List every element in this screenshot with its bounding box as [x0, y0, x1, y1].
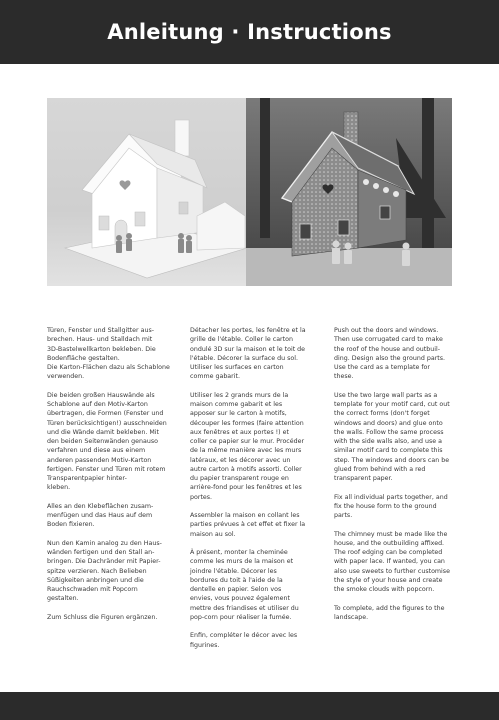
paragraph: Zum Schluss die Figuren ergänzen.: [47, 613, 158, 621]
paragraph: Push out the doors and windows. Then use corrugated card to make the roof of the house and outbuil- ding. Design also the ground parts. Use the card as a template for these.: [334, 327, 446, 381]
page-header: [0, 0, 499, 64]
paragraph: Utiliser les 2 grands murs de la maison comme gabarit et les apposer sur le carton à motifs, découper les formes (faire attention aux fenêtres et aux portes !) et coller ce papier sur le mur. Procéder de la même manière avec les murs latéraux, et les décorer avec un autre carton à motifs assorti. Coller du papier transparent rouge en arrière-fond pour les fenêtres et les portes.: [190, 391, 305, 501]
paragraph: Use the two large wall parts as a template for your motif card, cut out the correct forms (don't forget windows and doors) and glue onto the walls. Follow the same process with the side walls also, and use a similar motif card to complete this step. The windows and doors can be glued from behind with a red transparent paper.: [334, 391, 450, 482]
decorated-house-photo: [246, 98, 452, 286]
paragraph: Assembler la maison en collant les parties prévues à cet effet et fixer la maison au sol.: [190, 512, 306, 538]
page-title: Anleitung · Instructions: [107, 20, 392, 44]
paragraph: Enfin, compléter le décor avec les figurines.: [190, 632, 298, 649]
paper-house-illustration: [47, 98, 253, 286]
paragraph: À présent, monter la cheminée comme les murs de la maison et joindre l'étable. Décorer les bordures du toit à l'aide de la dentelle en papier. Selon vos envies, vous pouvez également mettre des friandises et utiliser du pop-corn pour réaliser la fumée.: [190, 549, 299, 621]
english-text-column: [334, 326, 462, 631]
paragraph: To complete, add the figures to the landscape.: [334, 604, 445, 621]
french-text-column: [190, 326, 318, 659]
plain-house-photo: [47, 98, 253, 286]
paragraph: Fix all individual parts together, and fix the house form to the ground parts.: [334, 493, 448, 519]
paragraph: Détacher les portes, les fenêtre et la grille de l'étable. Coller le carton ondulé 3D sur la maison et le toit de l'étable. Décorer la surface du sol. Utiliser les surfaces en carton comme gabarit.: [190, 327, 306, 381]
decorated-house-illustration: [246, 98, 452, 286]
paragraph: Alles an den Klebeflächen zusam- menfügen und das Haus auf dem Boden fixieren.: [47, 502, 154, 529]
paragraph: Die beiden großen Hauswände als Schablone auf den Motiv-Karton übertragen, die Formen (Fenster und Türen berücksichtigen!) ausschneiden und die Wände damit bekleben. Mit den beiden Seitenwänden genauso verfahren und diese aus einem anderen passenden Motiv-Karton fertigen. Fenster und Türen mit rotem Transparentpapier hinter- kleben.: [47, 391, 167, 492]
paragraph: Nun den Kamin analog zu den Haus- wänden fertigen und den Stall an- bringen. Die Dachränder mit Papier- spitze verzieren. Nach Belieben Süßigkeiten anbringen und die Rauchschwaden mit Popcorn gestalten.: [47, 539, 162, 603]
page-footer-bar: [0, 692, 499, 720]
paragraph: The chimney must be made like the house, and the outbuilding affixed. The roof edging can be completed with paper lace. If wanted, you can also use sweets to further customise the style of your house and create the smoke clouds with popcorn.: [334, 530, 450, 593]
german-text-column: [47, 326, 175, 631]
paragraph: Türen, Fenster und Stallgitter aus- brechen. Haus- und Stalldach mit 3D-Bastelwellkarton bekleben. Die Bodenfläche gestalten. Die Karton-Flächen dazu als Schablone verwenden.: [47, 327, 170, 381]
